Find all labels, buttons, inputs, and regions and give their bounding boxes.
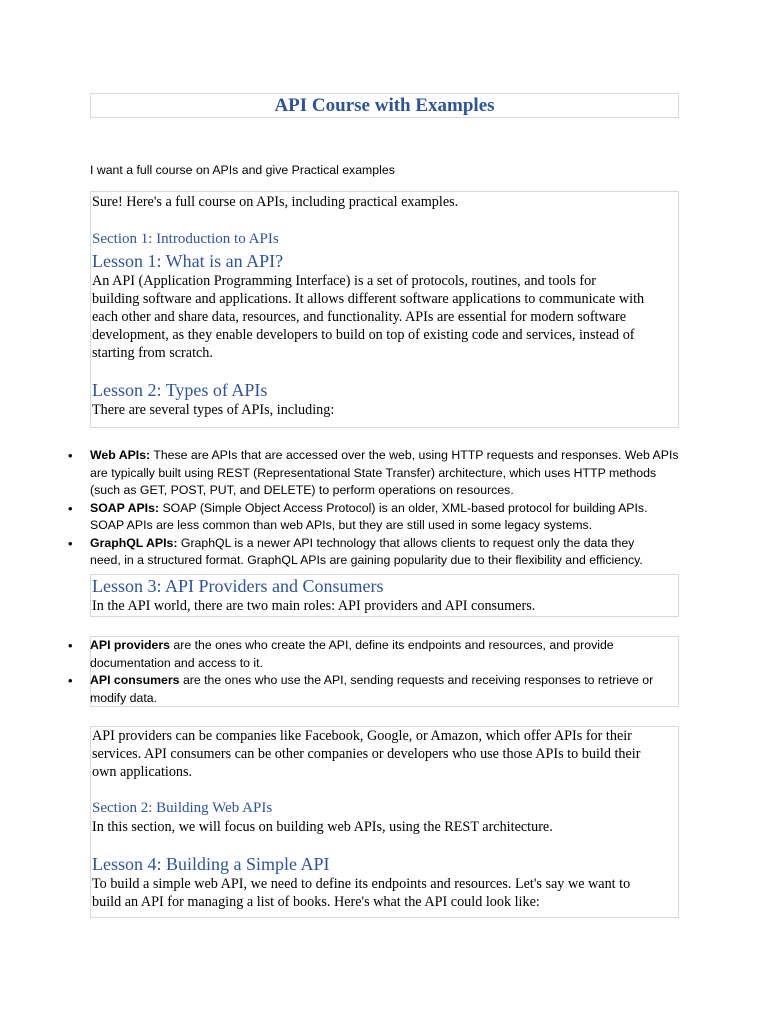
term-graphql-apis: GraphQL APIs: (90, 535, 178, 550)
item-text: are the ones who create the API, define its endpoints and resources, and provide (169, 638, 614, 652)
paragraph-line: services. API consumers can be other companies or developers who use those APIs to build their (92, 746, 641, 762)
section-heading-2: Section 2: Building Web APIs (92, 800, 273, 816)
item-text: are the ones who use the API, sending requests and receiving responses to retrieve or (179, 673, 654, 687)
term-api-providers: API providers (90, 638, 170, 652)
api-types-list (90, 447, 690, 570)
list-item-soap-apis (90, 500, 690, 535)
item-text: need, in a structured format. GraphQL APIs are gaining popularity due to their flexibility and efficiency. (90, 553, 643, 567)
document-title-box (90, 93, 679, 118)
lesson4-paragraph (92, 875, 678, 911)
lesson1-paragraph (92, 272, 678, 362)
list-item-web-apis (90, 447, 690, 500)
list-item-api-providers (90, 637, 690, 672)
response-block-building (90, 726, 679, 918)
item-text: These are APIs that are accessed over the web, using HTTP requests and responses. Web APIs (150, 448, 679, 462)
list-item-graphql-apis (90, 535, 690, 570)
lesson3-text: In the API world, there are two main roles: API providers and API consumers. (92, 598, 536, 614)
item-text: GraphQL is a newer API technology that allows clients to request only the data they (177, 535, 635, 550)
item-text: modify data. (90, 690, 157, 705)
list-item-api-consumers (90, 672, 690, 707)
term-api-consumers: API consumers (90, 673, 180, 687)
paragraph-line: API providers can be companies like Facebook, Google, or Amazon, which offer APIs for their (92, 728, 632, 744)
term-soap-apis: SOAP APIs: (90, 500, 160, 515)
item-text: (such as GET, POST, PUT, and DELETE) to perform operations on resources. (90, 483, 514, 497)
providers-paragraph (92, 727, 678, 781)
item-text: documentation and access to it. (90, 655, 263, 670)
response-block-intro (90, 191, 679, 428)
paragraph-line: building software and applications. It allows different software applications to communicate with (92, 291, 645, 307)
paragraph-line: To build a simple web API, we need to define its endpoints and resources. Let's say we want to (92, 876, 631, 892)
item-text: SOAP (Simple Object Access Protocol) is an older, XML-based protocol for building APIs. (159, 500, 648, 515)
user-prompt: I want a full course on APIs and give Practical examples (90, 163, 395, 177)
lesson-heading-1: Lesson 1: What is an API? (92, 251, 284, 271)
intro-text: Sure! Here's a full course on APIs, including practical examples. (92, 194, 459, 210)
paragraph-line: starting from scratch. (92, 345, 213, 361)
paragraph-line: each other and share data, resources, and functionality. APIs are essential for modern software (92, 309, 627, 325)
paragraph-line: build an API for managing a list of books. Here's what the API could look like: (92, 894, 540, 910)
paragraph-line: own applications. (92, 764, 193, 780)
roles-list (90, 637, 690, 707)
section2-text: In this section, we will focus on building web APIs, using the REST architecture. (92, 819, 553, 835)
lesson-heading-2: Lesson 2: Types of APIs (92, 380, 268, 400)
lesson2-text: There are several types of APIs, including: (92, 402, 335, 418)
section-heading-1: Section 1: Introduction to APIs (92, 231, 279, 247)
response-block-lesson3 (90, 574, 679, 617)
paragraph-line: An API (Application Programming Interface) is a set of protocols, routines, and tools for (92, 273, 596, 289)
paragraph-line: development, as they enable developers to build on top of existing code and services, instead of (92, 327, 635, 343)
item-text: are typically built using REST (Representational State Transfer) architecture, which uses HTTP methods (90, 465, 657, 480)
lesson-heading-3: Lesson 3: API Providers and Consumers (92, 576, 384, 596)
term-web-apis: Web APIs: (90, 448, 151, 462)
document-title: API Course with Examples (274, 95, 495, 116)
lesson-heading-4: Lesson 4: Building a Simple API (92, 854, 330, 874)
item-text: SOAP APIs are less common than web APIs, but they are still used in some legacy systems. (90, 518, 593, 532)
